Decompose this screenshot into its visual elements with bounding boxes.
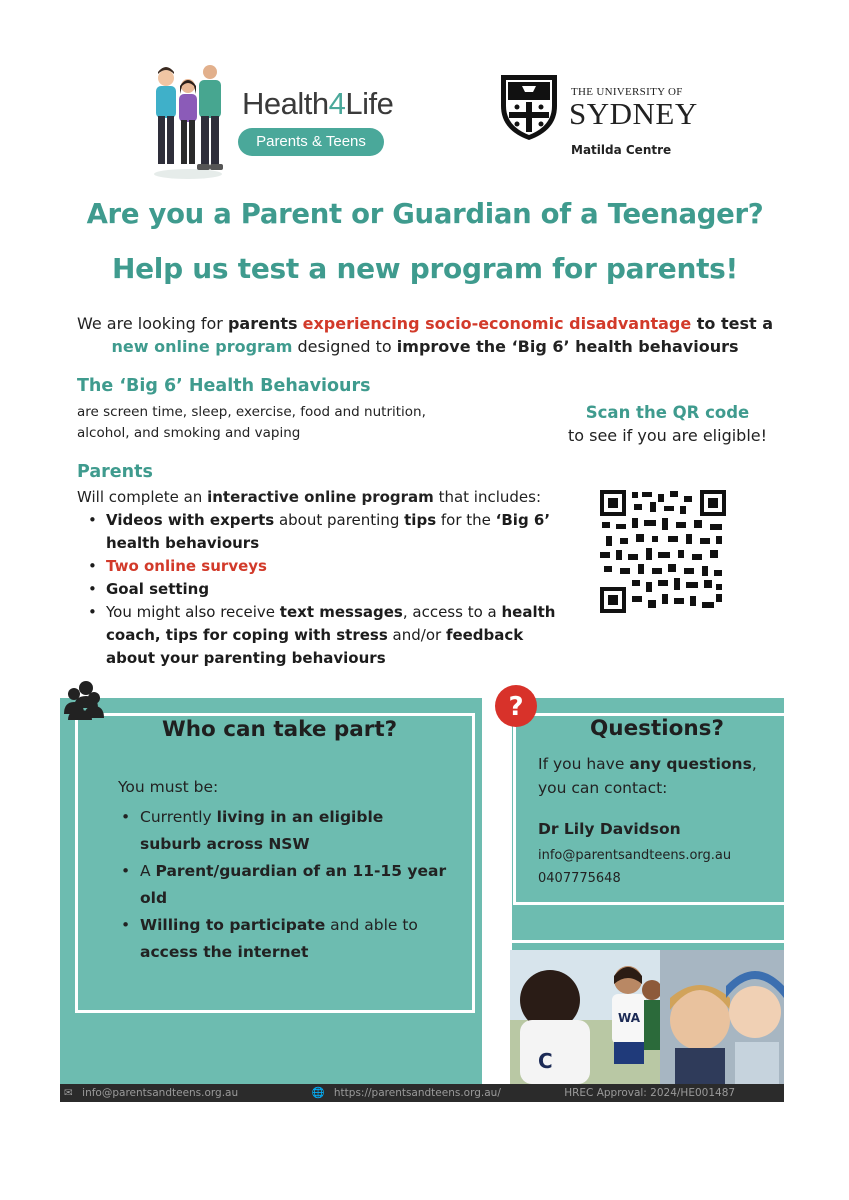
svg-text:C: C [538,1049,553,1073]
subheadline: Help us test a new program for parents! [111,252,739,285]
footer-bar [60,1084,784,1102]
parents-list [76,509,556,670]
question-mark-icon [494,684,538,728]
university-crest-icon [498,72,560,142]
photo-collage [510,950,784,1084]
who-lead: You must be: [118,778,219,796]
questions-title: Questions? [590,716,724,741]
footer-email[interactable]: info@parentsandteens.org.au [82,1087,239,1099]
big6-title: The ‘Big 6’ Health Behaviours [77,376,371,396]
globe-icon: 🌐 [311,1087,325,1099]
brand-badge: Parents & Teens [238,128,384,156]
mail-icon: ✉ [64,1087,73,1099]
university-name: SYDNEY [569,96,698,131]
university-small-label: THE UNIVERSITY OF [571,86,683,98]
list-item: • Two online surveys [76,555,556,578]
qr-code[interactable] [598,488,726,613]
list-item: • Goal setting [76,578,556,601]
list-item: • Currently living in an eligible suburb across NSW [118,804,448,858]
health4life-people-logo [150,64,230,180]
who-list [118,804,448,966]
list-item: • Videos with experts about parenting tips for the ‘Big 6’ health behaviours [76,509,556,555]
svg-text:WA: WA [618,1011,640,1025]
people-group-icon [62,680,106,724]
contact-email[interactable]: info@parentsandteens.org.au [538,848,732,863]
list-item: • You might also receive text messages, access to a health coach, tips for coping with stress and/or feedback about your parenting behaviours [76,601,556,670]
qr-subtitle: to see if you are eligible! [567,426,768,445]
contact-name: Dr Lily Davidson [538,820,681,838]
list-item: • A Parent/guardian of an 11-15 year old [118,858,448,912]
questions-text: If you have any questions, you can contact: [538,755,757,797]
svg-text:?: ? [508,692,524,722]
who-title: Who can take part? [162,717,398,742]
parents-lead: Will complete an interactive online program that includes: [77,488,542,506]
contact-phone[interactable]: 0407775648 [538,871,621,886]
qr-title: Scan the QR code [585,403,750,422]
intro-paragraph: We are looking for parents experiencing socio-economic disadvantage to test a new online program designed to improve the ‘Big 6’ health behaviours [76,314,774,356]
headline: Are you a Parent or Guardian of a Teenager? [86,198,764,230]
list-item: • Willing to participate and able to access the internet [118,912,448,966]
big6-description: are screen time, sleep, exercise, food and nutrition, alcohol, and smoking and vaping [77,404,426,441]
parents-title: Parents [77,462,153,482]
university-centre: Matilda Centre [571,143,672,157]
brand-wordmark: Health4Life [242,86,394,121]
footer-website[interactable]: https://parentsandteens.org.au/ [333,1087,501,1099]
footer-hrec: HREC Approval: 2024/HE001487 [564,1087,736,1099]
